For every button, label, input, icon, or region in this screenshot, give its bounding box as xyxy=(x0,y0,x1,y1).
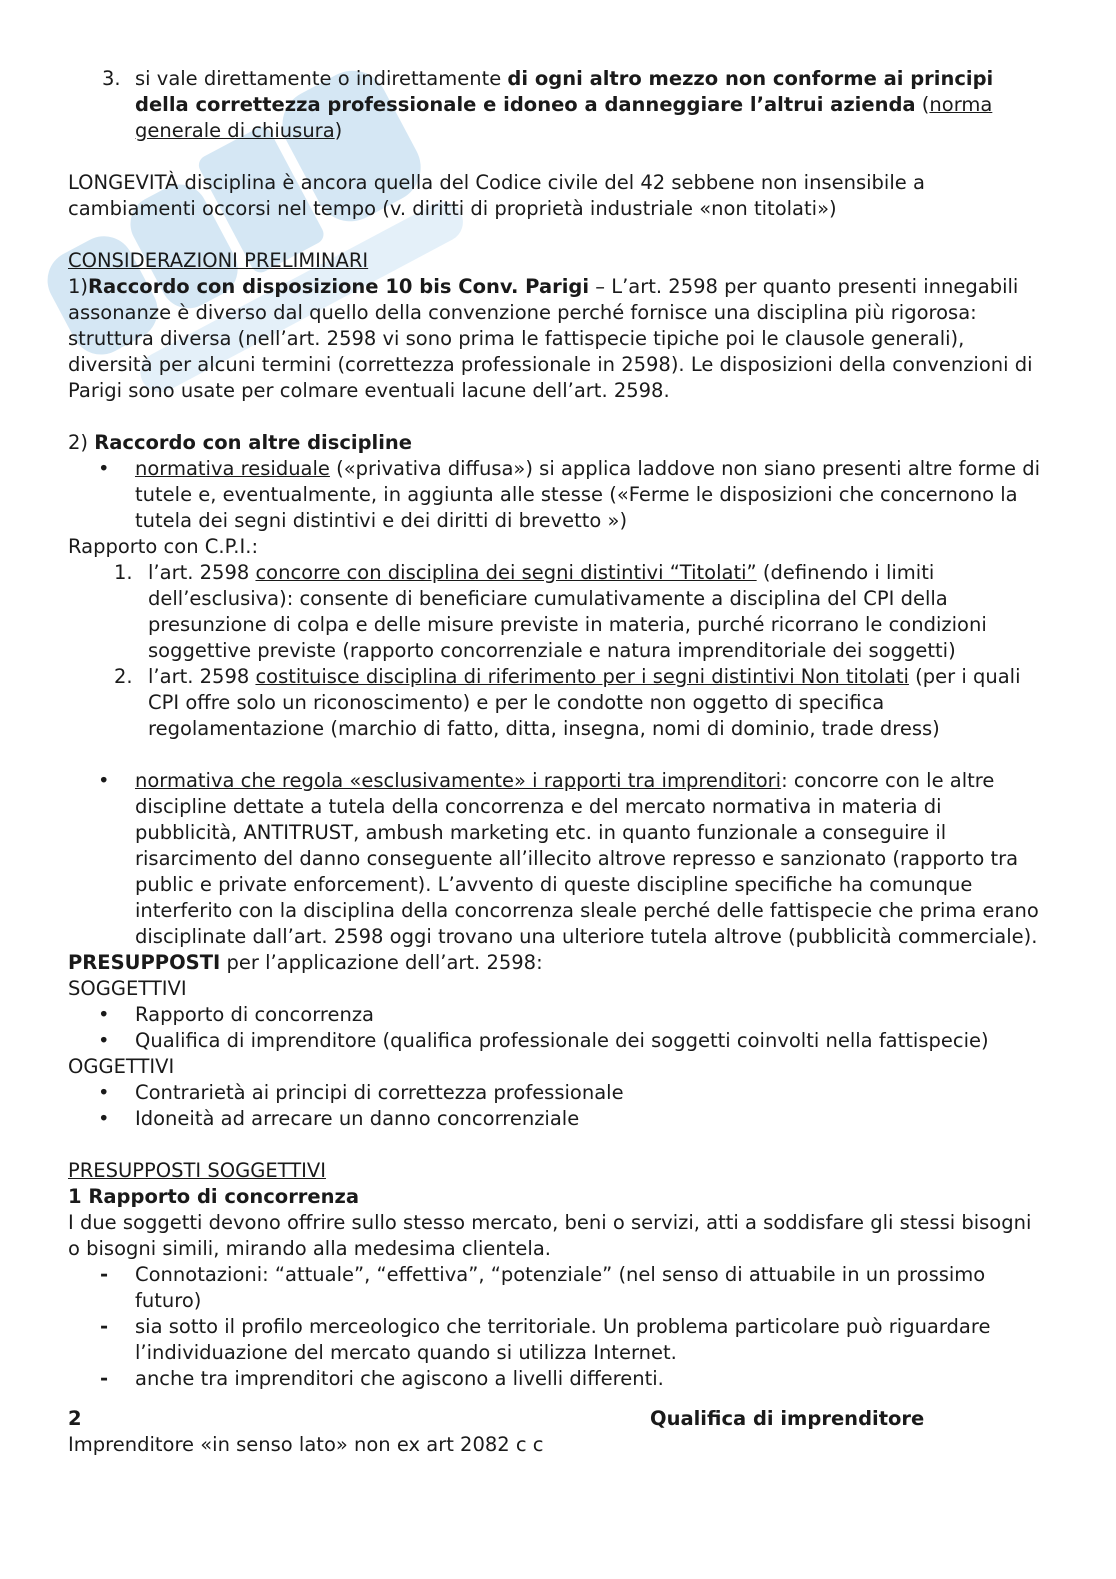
oggettivi-label: OGGETTIVI xyxy=(68,1055,175,1078)
section-number: 2 xyxy=(68,1407,82,1430)
longevita-paragraph: LONGEVITÀ disciplina è ancora quella del Codice civile del 42 sebbene non insensibile a cambiamenti occorsi nel tempo (v. diritti di proprietà industriale «non titolati») xyxy=(68,171,925,220)
list-number: 2. xyxy=(114,665,133,688)
presupposti-line: PRESUPPOSTI per l’applicazione dell’art. 2598: xyxy=(68,951,543,974)
rapporto-concorrenza-intro: I due soggetti devono offrire sullo stesso mercato, beni o servizi, atti a soddisfare gli stessi bisogni o bisogni simili, mirando alla medesima clientela. xyxy=(68,1211,1032,1260)
oggettivi-item: • Contrarietà ai principi di correttezza professionale xyxy=(98,1081,624,1104)
bullet-rapporti-imprenditori: • normativa che regola «esclusivamente» i rapporti tra imprenditori: concorre con le altre discipline dettate a tutela della concorrenza e del mercato normativa in materia di pubblicità, ANTITRUST, ambush marketing etc. in quanto funzionale a conseguire il risarcimento del danno conseguente all’illecito altrove represso e sanzionato (rapporto tra public e private enforcement). L’avvento di queste discipline specifiche ha comunque interferito con la disciplina della concorrenza sleale perché delle fattispecie che prima erano disciplinate dall’art. 2598 oggi trovano una ulteriore tutela altrove (pubblicità commerciale). xyxy=(98,769,1039,948)
dash-item: - sia sotto il profilo merceologico che territoriale. Un problema particolare può riguardare l’individuazione del mercato quando si utilizza Internet. xyxy=(100,1315,991,1364)
cpi-item-1: 1. l’art. 2598 concorre con disciplina dei segni distintivi “Titolati” (definendo i limiti dell’esclusiva): consente di beneficiare cumulativamente a disciplina del CPI della presunzione di colpa e delle misure previste in materia, purché ricorrano le condizioni soggettive previste (rapporto concorrenziale e natura imprenditoriale dei soggetti) xyxy=(114,561,987,662)
cpi-item-2: 2. l’art. 2598 costituisce disciplina di riferimento per i segni distintivi Non titolati (per i quali CPI offre solo un riconoscimento) e per le condotte non oggetto di specifica regolamentazione (marchio di fatto, ditta, insegna, nomi di dominio, trade dress) xyxy=(114,665,1021,740)
oggettivi-item: • Idoneità ad arrecare un danno concorrenziale xyxy=(98,1107,580,1130)
dash-icon: - xyxy=(100,1263,109,1286)
soggettivi-item: • Rapporto di concorrenza xyxy=(98,1003,375,1026)
bullet-normativa-residuale: • normativa residuale («privativa diffusa») si applica laddove non siano presenti altre forme di tutele e, eventualmente, in aggiunta alle stesse («Ferme le disposizioni che concernono la tutela dei segni distintivi e dei diritti di brevetto ») xyxy=(98,457,1040,532)
bullet-icon: • xyxy=(98,1081,110,1104)
imprenditore-line: Imprenditore «in senso lato» non ex art 2082 c c xyxy=(68,1433,544,1456)
soggettivi-label: SOGGETTIVI xyxy=(68,977,187,1000)
bullet-icon: • xyxy=(98,457,110,480)
list-number: 1. xyxy=(114,561,133,584)
rapporto-cpi-label: Rapporto con C.P.I.: xyxy=(68,535,259,558)
bullet-icon: • xyxy=(98,1029,110,1052)
soggettivi-item: • Qualifica di imprenditore (qualifica professionale dei soggetti coinvolti nella fattispecie) xyxy=(98,1029,989,1052)
dash-icon: - xyxy=(100,1367,109,1390)
bullet-icon: • xyxy=(98,1003,110,1026)
raccordo-discipline-heading: 2) Raccordo con altre discipline xyxy=(68,431,413,454)
dash-item: - anche tra imprenditori che agiscono a livelli differenti. xyxy=(100,1367,664,1390)
dash-icon: - xyxy=(100,1315,109,1338)
bullet-icon: • xyxy=(98,1107,110,1130)
presupposti-soggettivi-heading: PRESUPPOSTI SOGGETTIVI xyxy=(68,1159,326,1182)
dash-item: - Connotazioni: “attuale”, “effettiva”, “potenziale” (nel senso di attuabile in un prossimo futuro) xyxy=(100,1263,986,1312)
raccordo-parigi-paragraph: 1)Raccordo con disposizione 10 bis Conv. Parigi – L’art. 2598 per quanto presenti innegabili assonanze è diverso dal quello della convenzione perché fornisce una disciplina più rigorosa: struttura diversa (nell’art. 2598 vi sono prima le fattispecie tipiche poi le clausole generali), diversità per alcuni termini (correttezza professionale in 2598). Le disposizioni della convenzioni di Parigi sono usate per colmare eventuali lacune dell’art. 2598. xyxy=(68,275,1033,402)
section-heading-row xyxy=(68,1406,1048,1432)
list-number: 3. xyxy=(102,67,121,90)
considerazioni-heading: CONSIDERAZIONI PRELIMINARI xyxy=(68,249,369,272)
rapporto-concorrenza-heading: 1 Rapporto di concorrenza xyxy=(68,1185,360,1208)
list-item-3: 3. si vale direttamente o indirettamente di ogni altro mezzo non conforme ai principi della correttezza professionale e idoneo a danneggiare l’altrui azienda (norma generale di chiusura) xyxy=(102,67,994,142)
document-page xyxy=(68,66,1048,1458)
bullet-icon: • xyxy=(98,769,110,792)
section-title: Qualifica di imprenditore xyxy=(650,1407,925,1430)
